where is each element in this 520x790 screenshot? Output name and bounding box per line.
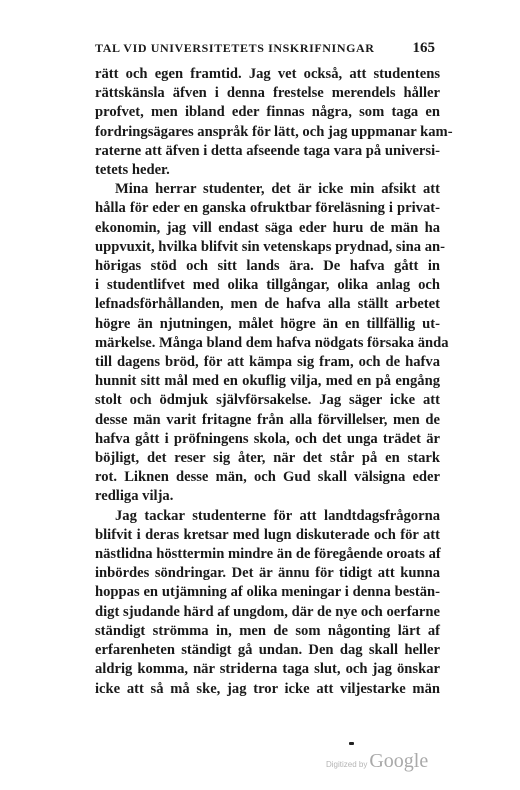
ink-mark: [349, 742, 354, 745]
text-line: profvet, men ibland eder finnas några, som taga en: [95, 104, 440, 121]
text-line: ständigt strömma in, men de som någonting lärt af: [95, 622, 440, 639]
text-line: blifvit i deras kretsar med lugn diskuterade och för att: [95, 526, 440, 543]
text-line: i studentlifvet med olika tillgångar, olika anlag och: [95, 277, 440, 294]
text-line: rättskänsla äfven i denna frestelse merendels håller: [95, 85, 440, 102]
text-line: rot. Liknen desse män, och Gud skall välsigna eder: [95, 469, 440, 486]
text-line: rätt och egen framtid. Jag vet också, att studentens: [95, 66, 440, 82]
text-line: hunnit sitt mål med en okuflig vilja, med en på engång: [95, 373, 440, 390]
text-line: fordringsägares anspråk för lätt, och jag uppmanar kam-: [95, 123, 453, 140]
body-text: [95, 65, 453, 699]
text-line: desse män varit fritagne från alla förvillelser, men de: [95, 411, 440, 428]
google-logo: Google: [369, 750, 429, 772]
text-line: digt sjudande härd af ungdom, där de nye och oerfarne: [95, 603, 440, 620]
page-number: 165: [412, 40, 435, 56]
text-line: icke att så må ske, jag tror icke att viljestarke män: [95, 680, 440, 697]
text-line: raterne att äfven i detta afseende taga vara på universi-: [95, 142, 440, 159]
text-line: hörigas stöd och sitt lands ära. De hafva gått in: [95, 258, 440, 275]
text-line: märkelse. Många bland dem hafva nödgats försaka ända: [95, 334, 449, 351]
text-line: hålla för eder en ganska ofruktbar föreläsning i privat-: [95, 200, 440, 217]
text-line: högre än njutningen, målet högre än en tillfällig ut-: [95, 315, 440, 332]
text-line: Jag tackar studenterne för att landtdagsfrågorna: [115, 507, 440, 524]
text-line: redliga vilja.: [95, 488, 174, 505]
text-line: böjligt, det reser sig åter, när det står på en stark: [95, 450, 440, 467]
text-line: till dagens bröd, för att kämpa sig fram, och de hafva: [95, 354, 440, 371]
text-line: uppvuxit, hvilka blifvit sin vetenskaps prydnad, sina an-: [95, 238, 445, 255]
running-head: [95, 40, 435, 57]
text-line: hoppas en utjämning af olika meningar i denna bestän-: [95, 584, 440, 601]
text-line: lefnadsförhållanden, men de hafva alla ställt arbetet: [95, 296, 440, 313]
text-line: hafva gått i pröfningens skola, och det unga trädet är: [95, 430, 440, 447]
text-line: tetets heder.: [95, 162, 170, 179]
digitization-watermark: [326, 750, 428, 773]
text-line: aldrig komma, när striderna taga slut, och jag önskar: [95, 661, 440, 678]
watermark-prefix: Digitized by: [326, 760, 368, 769]
text-line: ekonomin, jag vill endast säga eder huru de män ha: [95, 219, 440, 236]
text-line: nästlidna hösttermin mindre än de föregående oroats af: [95, 546, 441, 563]
text-line: erfarenheten ständigt gå undan. Den dag skall heller: [95, 642, 440, 659]
running-title: TAL VID UNIVERSITETETS INSKRIFNINGAR: [95, 41, 375, 55]
text-line: inbördes söndringar. Det är ännu för tidigt att kunna: [95, 565, 440, 582]
text-line: Mina herrar studenter, det är icke min afsikt att: [115, 181, 440, 198]
text-line: stolt och ödmjuk självförsakelse. Jag säger icke att: [95, 392, 440, 409]
